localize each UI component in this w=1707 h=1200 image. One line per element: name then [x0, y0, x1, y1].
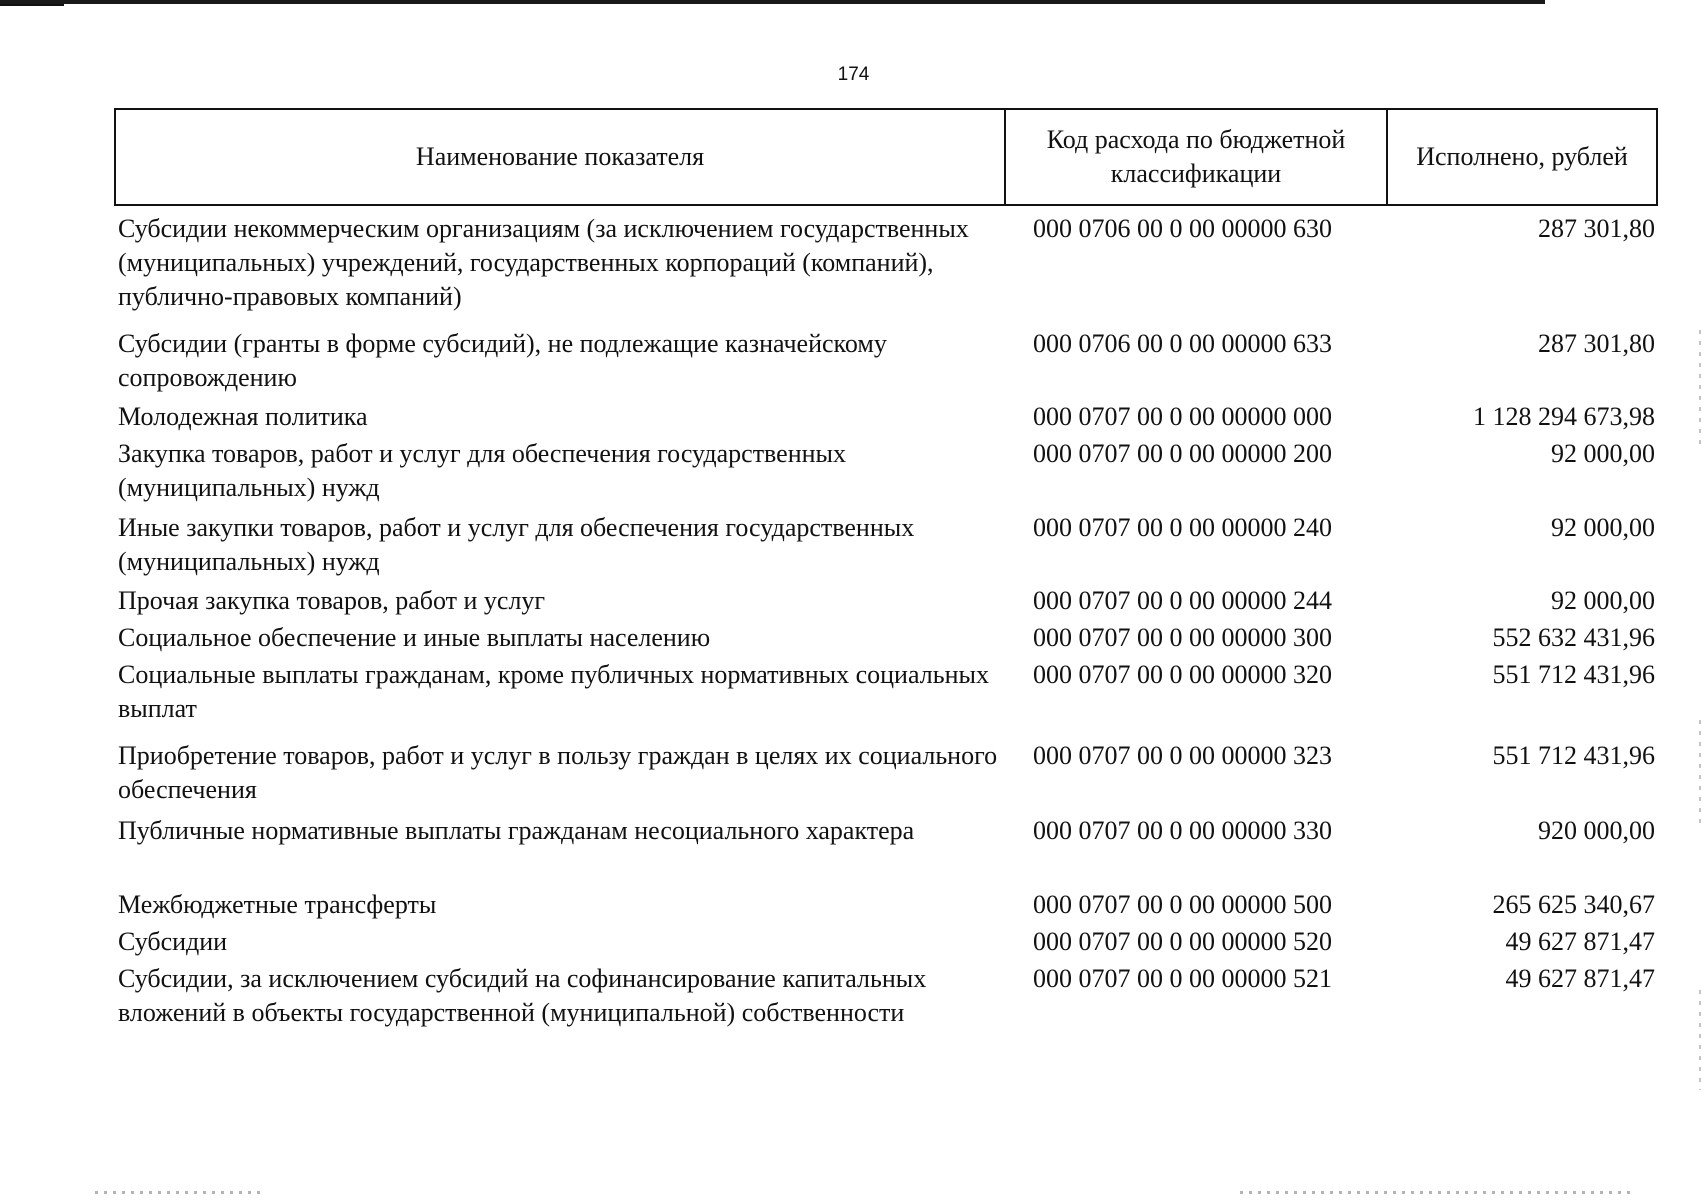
row-amount: 92 000,00 [1551, 586, 1655, 615]
row-name: Молодежная политика [118, 402, 368, 431]
row-code: 000 0707 00 0 00 00000 500 [1033, 890, 1332, 919]
header-amount-column: Исполнено, рублей [1416, 142, 1628, 171]
row-code: 000 0707 00 0 00 00000 330 [1033, 816, 1332, 845]
row-code: 000 0707 00 0 00 00000 200 [1033, 439, 1332, 468]
row-amount: 920 000,00 [1538, 816, 1655, 845]
row-amount: 551 712 431,96 [1492, 660, 1655, 689]
row-code: 000 0707 00 0 00 00000 320 [1033, 660, 1332, 689]
row-code: 000 0706 00 0 00 00000 633 [1033, 329, 1332, 358]
scan-edge-noise [1699, 720, 1701, 830]
row-code: 000 0707 00 0 00 00000 520 [1033, 927, 1332, 956]
row-amount: 92 000,00 [1551, 513, 1655, 542]
row-amount: 551 712 431,96 [1492, 741, 1655, 770]
row-amount: 552 632 431,96 [1492, 623, 1655, 652]
row-code: 000 0706 00 0 00 00000 630 [1033, 214, 1332, 243]
row-code: 000 0707 00 0 00 00000 521 [1033, 964, 1332, 993]
row-amount: 92 000,00 [1551, 439, 1655, 468]
row-amount: 265 625 340,67 [1492, 890, 1655, 919]
row-name: Иные закупки товаров, работ и услуг для обеспечения государственных (муниципальных) нужд [118, 513, 915, 576]
row-name: Социальное обеспечение и иные выплаты населению [118, 623, 711, 652]
row-amount: 287 301,80 [1538, 329, 1655, 358]
page-number: 174 [837, 64, 870, 85]
row-amount: 49 627 871,47 [1505, 964, 1655, 993]
row-name: Субсидии, за исключением субсидий на софинансирование капитальных вложений в объекты государственной (муниципальной) собственности [118, 964, 927, 1027]
header-name-column: Наименование показателя [116, 110, 1006, 204]
header-code-column: Код расхода по бюджетной классификации [1006, 110, 1388, 204]
row-name: Субсидии (гранты в форме субсидий), не подлежащие казначейскому сопровождению [118, 329, 887, 392]
row-code: 000 0707 00 0 00 00000 323 [1033, 741, 1332, 770]
row-code: 000 0707 00 0 00 00000 240 [1033, 513, 1332, 542]
row-amount: 49 627 871,47 [1505, 927, 1655, 956]
scan-noise [1240, 1191, 1630, 1194]
row-amount: 287 301,80 [1538, 214, 1655, 243]
row-code: 000 0707 00 0 00 00000 000 [1033, 402, 1332, 431]
row-name: Публичные нормативные выплаты гражданам несоциального характера [118, 816, 915, 845]
row-name: Прочая закупка товаров, работ и услуг [118, 586, 546, 615]
row-name: Закупка товаров, работ и услуг для обеспечения государственных (муниципальных) нужд [118, 439, 847, 502]
scan-edge-noise [1699, 330, 1701, 450]
row-name: Социальные выплаты гражданам, кроме публичных нормативных социальных выплат [118, 660, 989, 723]
scan-edge-noise [1699, 990, 1701, 1090]
row-name: Субсидии [118, 927, 228, 956]
row-name: Субсидии некоммерческим организациям (за исключением государственных (муниципальных) учреждений, государственных корпораций (компаний), публично-правовых компаний) [118, 214, 969, 311]
row-name: Приобретение товаров, работ и услуг в пользу граждан в целях их социального обеспечения [118, 741, 998, 804]
scan-top-rule [0, 0, 1545, 4]
row-code: 000 0707 00 0 00 00000 244 [1033, 586, 1332, 615]
row-code: 000 0707 00 0 00 00000 300 [1033, 623, 1332, 652]
row-amount: 1 128 294 673,98 [1473, 402, 1655, 431]
scan-noise [95, 1191, 265, 1194]
row-name: Межбюджетные трансферты [118, 890, 437, 919]
table-header [114, 108, 1658, 206]
